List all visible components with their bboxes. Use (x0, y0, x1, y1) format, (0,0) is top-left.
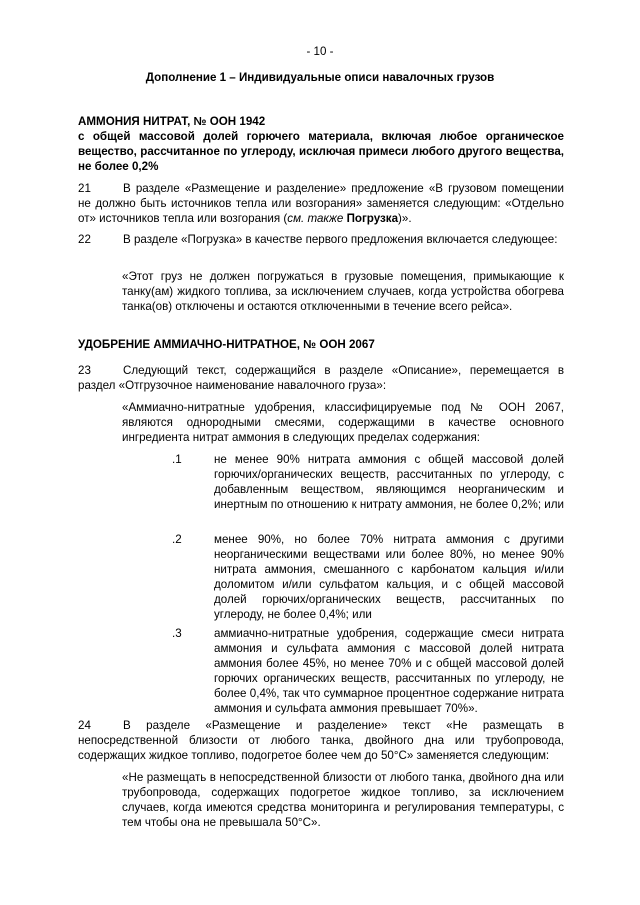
bold-reference: Погрузка (346, 212, 399, 225)
section-heading-fertilizer: УДОБРЕНИЕ АММИАЧНО-НИТРАТНОЕ, № ООН 2067 (78, 338, 375, 351)
paragraph-text: В разделе «Размещение и разделение» текст «Не размещать в непосредственной близости от любого танка, двойного дна или трубопровода, содержащих жидкое топливо, подогретое более чем до 50°C» заменяется следующим: (78, 719, 564, 762)
list-item-number: .3 (172, 627, 182, 640)
paragraph-number: 24 (78, 719, 91, 732)
page-number: - 10 - (306, 45, 334, 58)
paragraph-text-end: )». (398, 212, 412, 225)
paragraph-number: 21 (78, 182, 91, 195)
quote-22: «Этот груз не должен погружаться в грузовые помещения, примыкающие к танку(ам) жидкого топлива, за исключением случаев, когда устройства обогрева танка(ов) отключены и остаются отключенными в течение всего рейса». (122, 270, 564, 313)
list-item-number: .1 (172, 453, 182, 466)
list-item-text: не менее 90% нитрата аммония с общей массовой долей горючих/органических веществ, рассчитанных по углероду, с добавленным веществом, являющимся неорганическим и инертным по отношению к нитрату аммония, не более 0,2%; или (214, 453, 564, 511)
appendix-title: Дополнение 1 – Индивидуальные описи навалочных грузов (145, 71, 495, 84)
paragraph-text: В разделе «Размещение и разделение» предложение «В грузовом помещении не должно быть источников тепла или возгорания» заменяется следующим: «Отдельно от» источников тепла или возгорания ( (78, 182, 564, 225)
paragraph-text: Следующий текст, содержащийся в разделе «Описание», перемещается в раздел «Отгрузочное наименование навалочного груза»: (78, 364, 564, 392)
list-item-number: .2 (172, 533, 182, 546)
italic-reference: см. также (287, 212, 344, 225)
list-item-text: менее 90%, но более 70% нитрата аммония с другими неорганическими веществами или более 80%, но менее 90% нитрата аммония, смешанного с карбонатом кальция и/или доломитом и/или сульфатом кальция, и с общей массовой долей горючих/органических веществ, рассчитанных по углероду, не более 0,4%; или (214, 533, 564, 621)
paragraph-21 (78, 181, 564, 226)
paragraph-number: 23 (78, 364, 91, 377)
quote-23: «Аммиачно-нитратные удобрения, классифицируемые под № ООН 2067, являются однородными смесями, содержащими в качестве основного ингредиента нитрат аммония в следующих пределах содержания: (122, 401, 564, 444)
paragraph-23 (78, 363, 564, 393)
paragraph-22 (78, 232, 564, 247)
paragraph-number: 22 (78, 233, 91, 246)
paragraph-text: В разделе «Погрузка» в качестве первого предложения включается следующее: (123, 233, 558, 246)
section-subheading-ammonium-nitrate: с общей массовой долей горючего материала, включая любое органическое вещество, рассчитанное по углероду, исключая примеси любого другого вещества, не более 0,2% (78, 130, 564, 173)
section-heading-ammonium-nitrate: АММОНИЯ НИТРАТ, № ООН 1942 (78, 115, 266, 128)
list-item-text: аммиачно-нитратные удобрения, содержащие смеси нитрата аммония и сульфата аммония с массовой долей нитрата аммония более 45%, но менее 70% и с общей массовой долей горючих органических веществ, рассчитанных по углероду, не более 0,4%, так что суммарное процентное содержание нитрата аммония и сульфата аммония превышает 70%». (214, 627, 564, 715)
quote-24: «Не размещать в непосредственной близости от любого танка, двойного дна или трубопровода, содержащих подогретое жидкое топливо, за исключением случаев, когда имеются средства мониторинга и регулирования температуры, с тем чтобы она не превышала 50°C». (122, 771, 564, 829)
paragraph-24 (78, 718, 564, 763)
